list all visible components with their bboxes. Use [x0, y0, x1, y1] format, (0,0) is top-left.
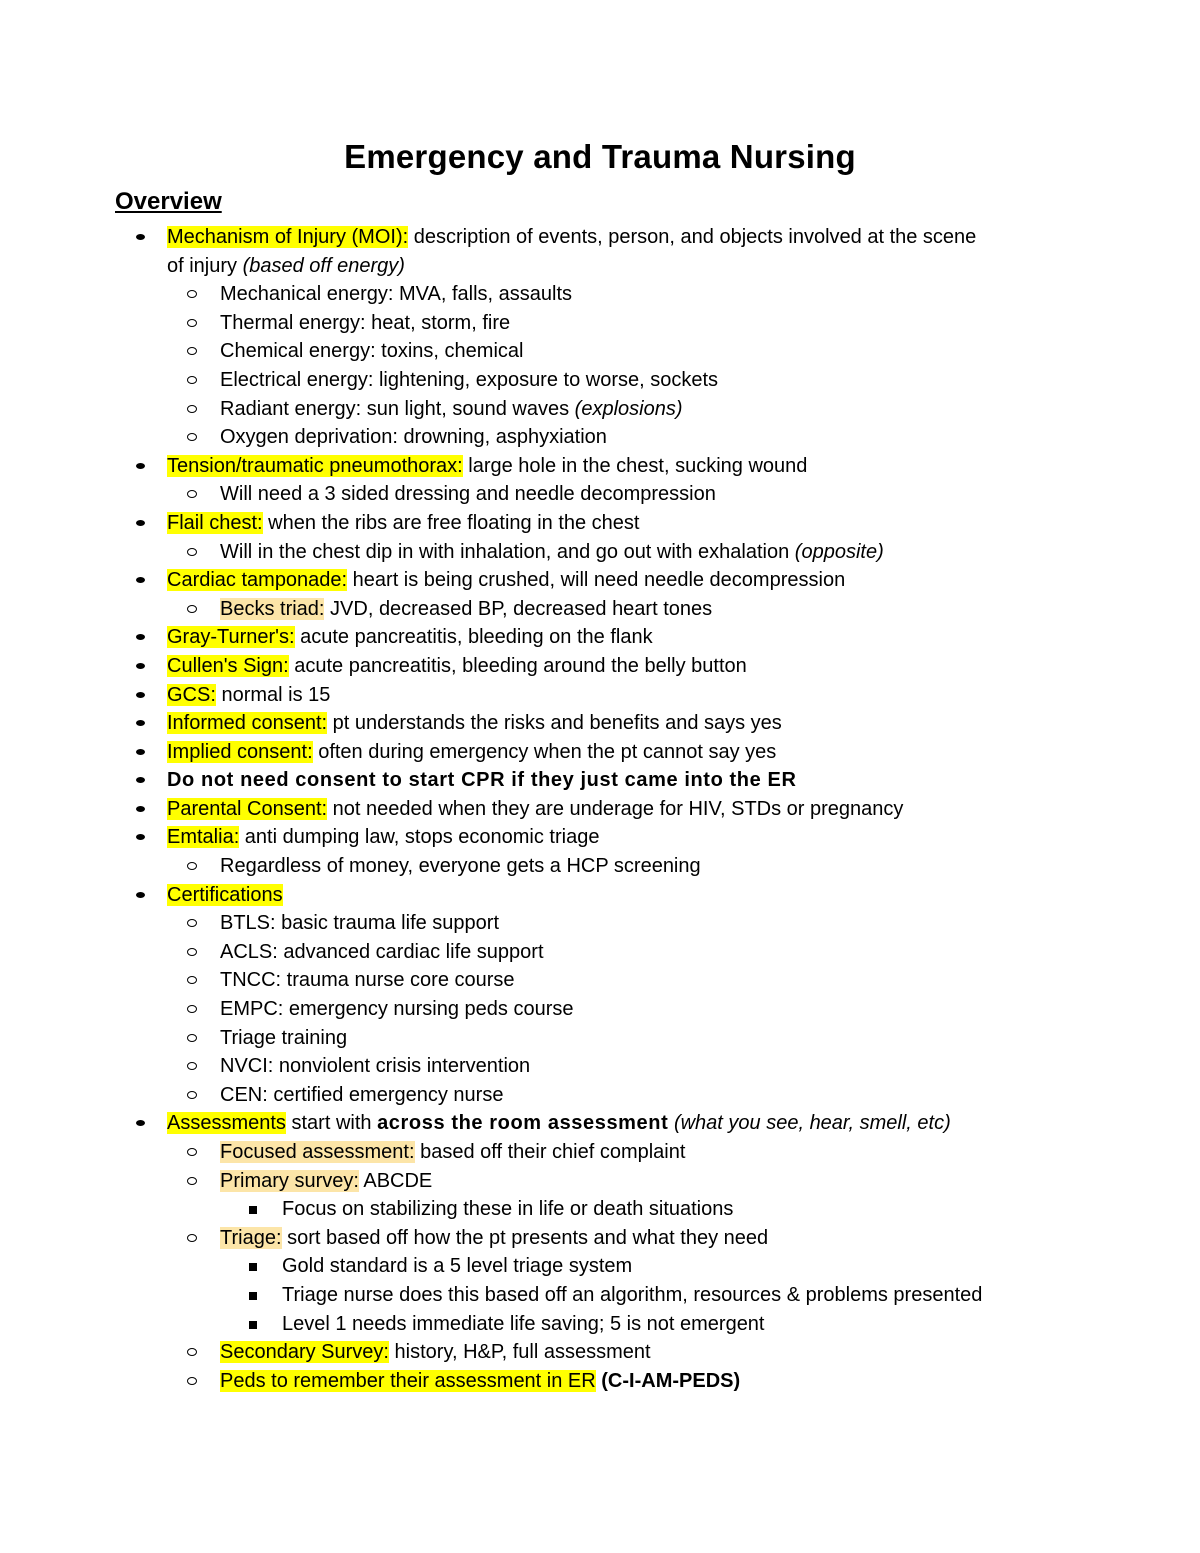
bullet-circle-icon — [186, 852, 200, 881]
bullet-circle-icon — [186, 938, 200, 967]
list-item — [0, 595, 1200, 624]
bullet-disc-icon — [134, 452, 148, 481]
highlighted-term: Informed consent: — [167, 712, 328, 735]
highlighted-term: Secondary Survey: — [220, 1341, 389, 1364]
item-text: (explosions) — [574, 397, 683, 420]
bullet-circle-icon — [186, 909, 200, 938]
item-text: heart is being crushed, will need needle decompression — [347, 569, 846, 592]
item-text: Triage training — [220, 1026, 348, 1049]
highlighted-term: Peds to remember their assessment in ER — [220, 1369, 596, 1392]
item-text: ABCDE — [358, 1169, 433, 1192]
item-text: large hole in the chest, sucking wound — [462, 454, 808, 477]
list-item — [0, 337, 1200, 366]
list-item — [0, 766, 1200, 795]
item-text: ACLS: advanced cardiac life support — [220, 940, 544, 963]
bullet-disc-icon — [134, 223, 148, 252]
item-text: JVD, decreased BP, decreased heart tones — [324, 597, 713, 620]
highlighted-term: Gray-Turner's: — [167, 626, 295, 649]
item-text: (opposite) — [794, 540, 884, 563]
item-text: Regardless of money, everyone gets a HCP screening — [220, 855, 701, 878]
bullet-circle-icon — [186, 966, 200, 995]
list-item — [0, 395, 1200, 424]
list-item — [0, 709, 1200, 738]
item-text: Will in the chest dip in with inhalation, and go out with exhalation — [220, 540, 795, 563]
list-item — [0, 1081, 1200, 1110]
item-text: Triage nurse does this based off an algorithm, resources & problems presented — [282, 1283, 983, 1306]
bullet-circle-icon — [186, 280, 200, 309]
list-item — [0, 652, 1200, 681]
bullet-square-icon — [248, 1252, 262, 1281]
highlighted-term: Assessments — [167, 1112, 286, 1135]
item-text: NVCI: nonviolent crisis intervention — [220, 1055, 531, 1078]
list-item — [0, 366, 1200, 395]
list-item — [0, 309, 1200, 338]
item-text: Gold standard is a 5 level triage system — [282, 1255, 633, 1278]
highlighted-term: Mechanism of Injury (MOI): — [167, 226, 409, 248]
item-text: Will need a 3 sided dressing and needle decompression — [220, 483, 716, 506]
highlighted-term: GCS: — [167, 683, 216, 706]
list-item — [0, 1195, 1200, 1224]
bullet-circle-icon — [186, 1224, 200, 1253]
item-text: description of events, person, and objects involved at the scene — [408, 226, 977, 248]
item-text: Mechanical energy: MVA, falls, assaults — [220, 283, 573, 306]
section-heading: Overview — [115, 188, 222, 215]
list-item — [0, 1167, 1200, 1196]
list-item — [0, 1281, 1200, 1310]
bullet-disc-icon — [134, 509, 148, 538]
bullet-disc-icon — [134, 566, 148, 595]
item-text: Level 1 needs immediate life saving; 5 is not emergent — [282, 1312, 765, 1335]
item-text: not needed when they are underage for HIV, STDs or pregnancy — [327, 797, 904, 820]
item-text: history, H&P, full assessment — [388, 1341, 651, 1364]
item-text: Do not need consent to start CPR if they just came into the ER — [167, 769, 797, 792]
bullet-circle-icon — [186, 395, 200, 424]
list-item — [0, 1138, 1200, 1167]
item-text: start with — [285, 1112, 378, 1135]
item-text: BTLS: basic trauma life support — [220, 912, 500, 935]
list-item — [0, 852, 1200, 881]
list-item — [0, 823, 1200, 852]
item-text: CEN: certified emergency nurse — [220, 1083, 504, 1106]
item-text: (C-I-AM-PEDS) — [601, 1369, 741, 1392]
bullet-circle-icon — [186, 1024, 200, 1053]
list-item — [0, 509, 1200, 538]
highlighted-term: Primary survey: — [220, 1169, 359, 1192]
list-item — [0, 938, 1200, 967]
list-item — [0, 1338, 1200, 1367]
list-item — [0, 623, 1200, 652]
bullet-square-icon — [248, 1310, 262, 1339]
item-text: sort based off how the pt presents and what they need — [281, 1226, 769, 1249]
highlighted-term: Tension/traumatic pneumothorax: — [167, 454, 463, 477]
list-item — [0, 795, 1200, 824]
bullet-circle-icon — [186, 309, 200, 338]
list-item — [0, 881, 1200, 910]
bullet-disc-icon — [134, 766, 148, 795]
highlighted-term: Certifications — [167, 883, 283, 906]
bullet-circle-icon — [186, 595, 200, 624]
bullet-disc-icon — [134, 709, 148, 738]
list-item — [0, 966, 1200, 995]
item-text: Oxygen deprivation: drowning, asphyxiation — [220, 426, 607, 449]
bullet-disc-icon — [134, 1109, 148, 1138]
item-text: Radiant energy: sun light, sound waves — [220, 397, 575, 420]
list-item — [0, 1052, 1200, 1081]
list-item — [0, 1109, 1200, 1138]
list-item — [0, 480, 1200, 509]
highlighted-term: Parental Consent: — [167, 797, 328, 820]
list-item — [0, 1252, 1200, 1281]
item-text: acute pancreatitis, bleeding on the flank — [294, 626, 653, 649]
item-text: based off their chief complaint — [414, 1141, 686, 1163]
list-item — [0, 423, 1200, 452]
bullet-circle-icon — [186, 995, 200, 1024]
item-text: EMPC: emergency nursing peds course — [220, 998, 574, 1021]
document-title: Emergency and Trauma Nursing — [344, 138, 856, 175]
item-text: (what you see, hear, smell, etc) — [673, 1112, 951, 1135]
bullet-disc-icon — [134, 881, 148, 910]
item-text: across the room assessment — [377, 1112, 669, 1135]
bullet-list — [0, 223, 1200, 1395]
list-item — [0, 681, 1200, 710]
bullet-disc-icon — [134, 681, 148, 710]
bullet-circle-icon — [186, 1338, 200, 1367]
bullet-circle-icon — [186, 1081, 200, 1110]
item-text: acute pancreatitis, bleeding around the belly button — [288, 654, 747, 677]
bullet-disc-icon — [134, 823, 148, 852]
item-text: Electrical energy: lightening, exposure to worse, sockets — [220, 368, 719, 391]
bullet-circle-icon — [186, 366, 200, 395]
bullet-circle-icon — [186, 337, 200, 366]
list-item — [0, 566, 1200, 595]
item-text: pt understands the risks and benefits and says yes — [327, 712, 782, 735]
list-item — [0, 1310, 1200, 1339]
item-text: (based off energy) — [242, 254, 405, 277]
list-item — [0, 280, 1200, 309]
highlighted-term: Cullen's Sign: — [167, 654, 289, 677]
bullet-circle-icon — [186, 1138, 200, 1167]
highlighted-term: Emtalia: — [167, 826, 240, 849]
bullet-disc-icon — [134, 795, 148, 824]
bullet-square-icon — [248, 1281, 262, 1310]
bullet-circle-icon — [186, 480, 200, 509]
highlighted-term: Cardiac tamponade: — [167, 569, 348, 592]
bullet-circle-icon — [186, 538, 200, 567]
bullet-circle-icon — [186, 1052, 200, 1081]
item-text: Focus on stabilizing these in life or death situations — [282, 1198, 734, 1221]
item-text: anti dumping law, stops economic triage — [239, 826, 600, 849]
list-item-continuation — [0, 252, 1200, 281]
item-text: often during emergency when the pt cannot say yes — [312, 740, 777, 763]
item-text: of injury — [167, 254, 243, 277]
list-item — [0, 1024, 1200, 1053]
highlighted-term: Flail chest: — [167, 511, 263, 534]
item-text: when the ribs are free floating in the chest — [262, 511, 640, 534]
list-item — [0, 1224, 1200, 1253]
item-text: normal is 15 — [215, 683, 331, 706]
item-text: TNCC: trauma nurse core course — [220, 969, 515, 992]
list-item — [0, 538, 1200, 567]
bullet-circle-icon — [186, 423, 200, 452]
bullet-disc-icon — [134, 623, 148, 652]
bullet-disc-icon — [134, 738, 148, 767]
highlighted-term: Focused assessment: — [220, 1141, 415, 1163]
highlighted-term: Triage: — [220, 1226, 282, 1249]
highlighted-term: Becks triad: — [220, 597, 325, 620]
list-item — [0, 909, 1200, 938]
list-item — [0, 738, 1200, 767]
bullet-square-icon — [248, 1195, 262, 1224]
list-item — [0, 1367, 1200, 1396]
list-item — [0, 223, 1200, 252]
highlighted-term: Implied consent: — [167, 740, 313, 763]
list-item — [0, 452, 1200, 481]
list-item — [0, 995, 1200, 1024]
bullet-circle-icon — [186, 1367, 200, 1396]
item-text: Chemical energy: toxins, chemical — [220, 340, 524, 363]
bullet-disc-icon — [134, 652, 148, 681]
bullet-circle-icon — [186, 1167, 200, 1196]
item-text: Thermal energy: heat, storm, fire — [220, 311, 511, 334]
